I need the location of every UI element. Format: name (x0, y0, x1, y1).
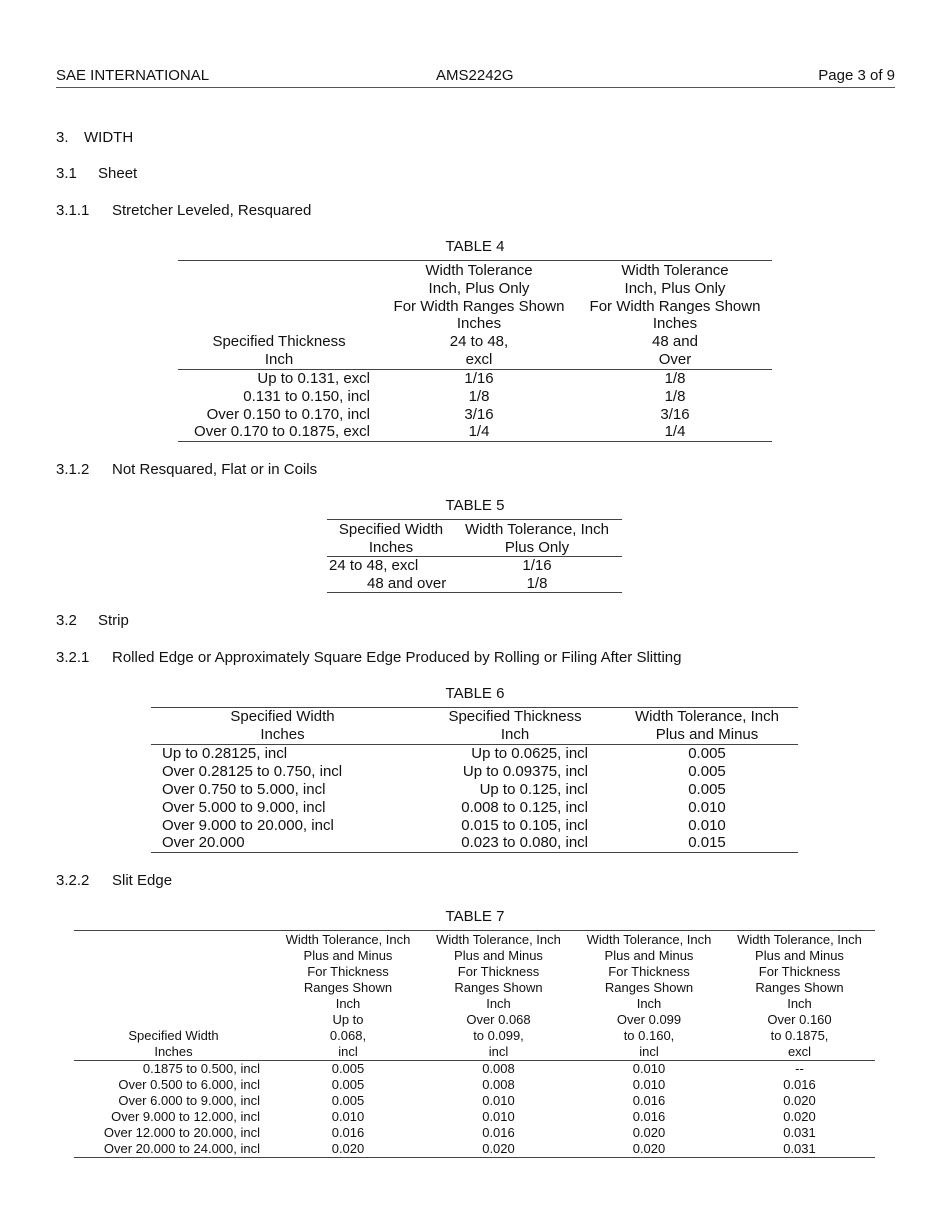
header-org: SAE INTERNATIONAL (56, 67, 210, 84)
section-number: 3.1 (56, 165, 77, 182)
section-3-2-2 (56, 872, 172, 889)
table4-top-rule (178, 260, 772, 261)
section-3 (56, 129, 133, 146)
section-number: 3.2 (56, 612, 77, 629)
header-rule (56, 87, 895, 88)
section-title: Slit Edge (112, 872, 173, 889)
header-doc-number: AMS2242G (436, 67, 514, 84)
table5-bottom-rule (327, 592, 622, 593)
section-3-2-1 (56, 649, 681, 666)
section-number: 3.1.2 (56, 461, 90, 478)
section-number: 3.1.1 (56, 202, 90, 219)
table6-bottom-rule (151, 852, 798, 853)
section-3-1-2 (56, 461, 317, 478)
section-number: 3.2.2 (56, 872, 90, 889)
section-3-2 (56, 612, 129, 629)
table7-caption: TABLE 7 (445, 908, 505, 925)
table4-bottom-rule (178, 441, 772, 442)
table6-caption: TABLE 6 (445, 685, 505, 702)
section-title: WIDTH (84, 129, 134, 146)
table5-top-rule (327, 519, 622, 520)
table5-caption: TABLE 5 (445, 497, 505, 514)
table7-top-rule (74, 930, 875, 931)
section-title: Rolled Edge or Approximately Square Edge Produced by Rolling or Filing After Slitting (112, 649, 682, 666)
section-title: Not Resquared, Flat or in Coils (112, 461, 318, 478)
section-title: Strip (98, 612, 129, 629)
section-number: 3.2.1 (56, 649, 90, 666)
section-3-1 (56, 165, 137, 182)
table7-bottom-rule (74, 1157, 875, 1158)
section-title: Sheet (98, 165, 138, 182)
section-3-1-1 (56, 202, 311, 219)
section-title: Stretcher Leveled, Resquared (112, 202, 312, 219)
header-page-number: Page 3 of 9 (818, 67, 895, 84)
table4-caption: TABLE 4 (445, 238, 505, 255)
section-number: 3. (56, 129, 69, 146)
